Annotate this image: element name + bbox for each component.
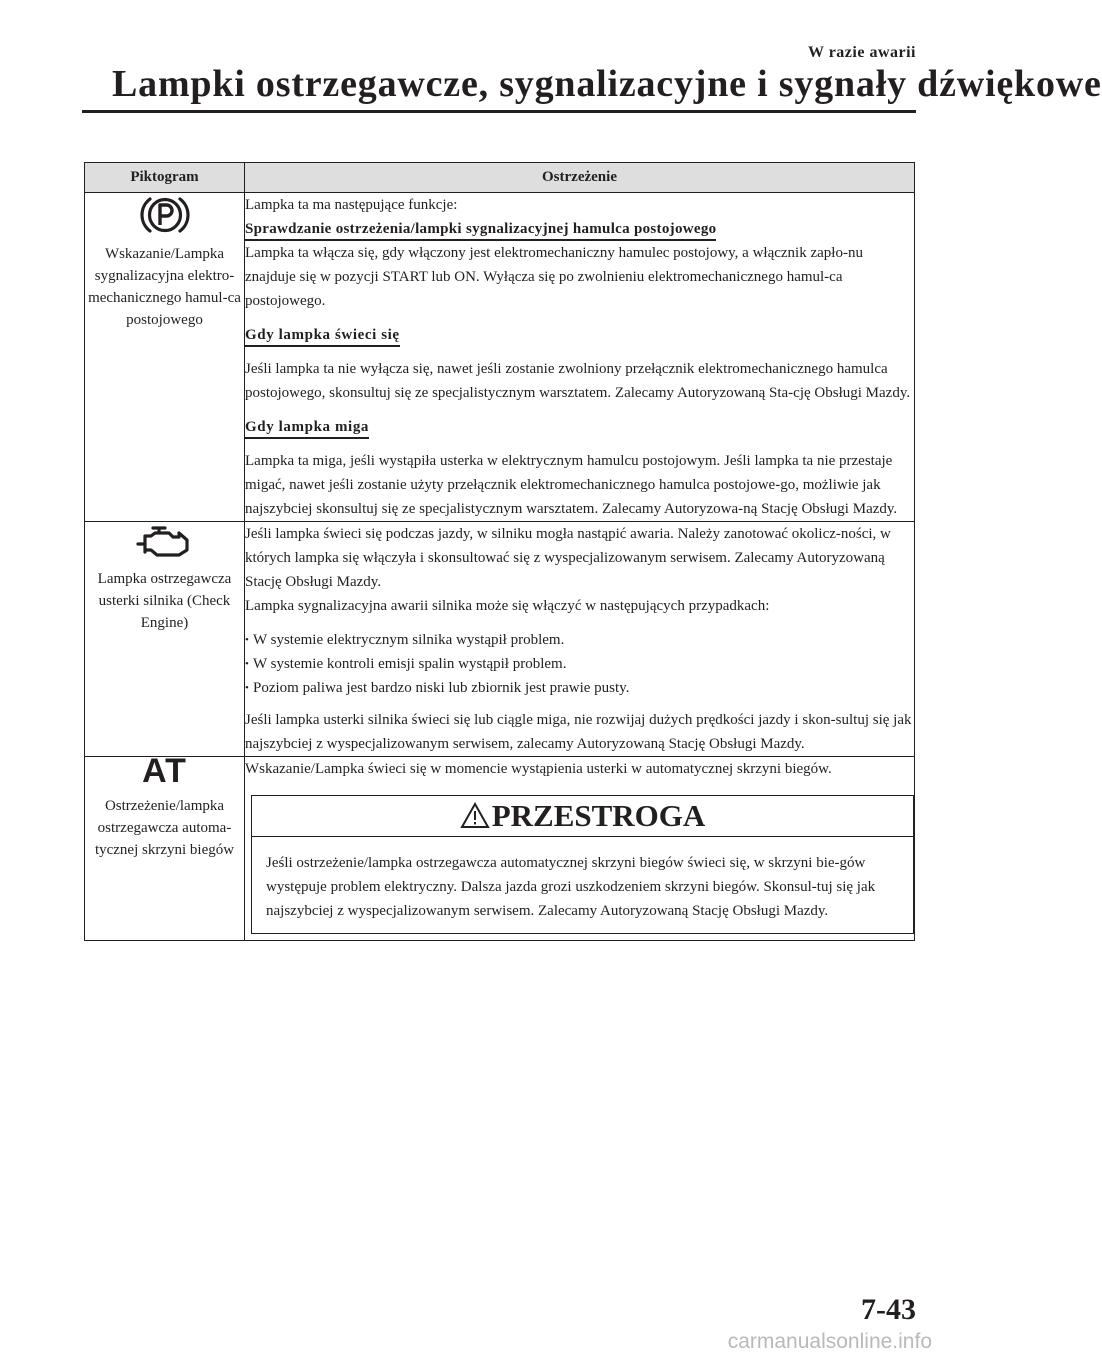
table-row — [85, 757, 915, 941]
list-item: • W systemie kontroli emisji spalin wystąpił problem. — [245, 652, 914, 676]
at-transmission-icon: AT — [142, 752, 187, 790]
paragraph: Jeśli lampka usterki silnika świeci się lub ciągle miga, nie rozwijaj dużych prędkości jazdy i skon-sultuj się jak najszybciej z wyspecjalizowanym serwisem, zalecamy Autoryzowaną Stację Obsługi Mazdy. — [245, 712, 912, 752]
pictogram-label: Wskazanie/Lampka sygnalizacyjna elektro-mechanicznego hamul-ca postojowego — [88, 246, 241, 328]
pictogram-label: Ostrzeżenie/lampka ostrzegawcza automa-tycznej skrzyni biegów — [94, 798, 235, 858]
pictogram-label: Lampka ostrzegawcza usterki silnika (Check Engine) — [97, 571, 232, 631]
table-row — [85, 193, 915, 522]
paragraph: Wskazanie/Lampka świeci się w momencie wystąpienia usterki w automatycznej skrzyni biegów. — [245, 761, 832, 777]
warning-cell — [245, 522, 915, 757]
list-item: • W systemie elektrycznym silnika wystąpił problem. — [245, 628, 914, 652]
watermark: carmanualsonline.info — [727, 1330, 932, 1353]
warning-cell — [245, 193, 915, 522]
caution-header — [252, 796, 913, 837]
section-name: W razie awarii — [807, 44, 916, 61]
col-header-pictogram: Piktogram — [85, 163, 245, 193]
subheading: Sprawdzanie ostrzeżenia/lampki sygnalizacyjnej hamulca postojowego — [245, 219, 716, 241]
page-title: Lampki ostrzegawcze, sygnalizacyjne i sygnały dźwiękowe — [112, 63, 1102, 105]
page-number: 7-43 — [861, 1293, 916, 1326]
check-engine-icon — [135, 522, 195, 562]
bullet-list — [245, 628, 914, 700]
warning-cell — [245, 757, 915, 941]
col-header-warning: Ostrzeżenie — [245, 163, 915, 193]
table-row — [85, 522, 915, 757]
table-header-row — [85, 163, 915, 193]
parking-brake-icon — [135, 193, 195, 237]
intro-text: Lampka ta ma następujące funkcje: — [245, 197, 458, 213]
title-rule — [82, 110, 916, 113]
list-item: • Poziom paliwa jest bardzo niski lub zbiornik jest prawie pusty. — [245, 676, 914, 700]
caution-box — [251, 795, 914, 934]
pictogram-cell — [85, 193, 245, 522]
warning-triangle-icon — [460, 802, 490, 829]
paragraph: Jeśli lampka ta nie wyłącza się, nawet jeśli zostanie zwolniony przełącznik elektromechanicznego hamulca postojowego, skonsultuj się ze specjalistycznym warsztatem. Zalecamy Autoryzowaną Sta-cję Obsługi Mazdy. — [245, 361, 911, 401]
paragraph: Lampka ta miga, jeśli wystąpiła usterka w elektrycznym hamulcu postojowym. Jeśli lampka ta nie przestaje migać, nawet jeśli zostanie użyty przełącznik elektromechanicznego hamulca postojowe-go, możliwie jak najszybciej skonsultuj się ze specjalistycznym warsztatem. Zalecamy Autoryzowa-ną Stację Obsługi Mazdy. — [245, 453, 898, 517]
caution-text: Jeśli ostrzeżenie/lampka ostrzegawcza automatycznej skrzyni biegów świeci się, w skrzyni bie-gów występuje problem elektryczny. Dalsza jazda grozi uszkodzeniem skrzyni biegów. Skonsul-tuj się jak najszybciej z wyspecjalizowanym serwisem. Zalecamy Autoryzowaną Stację Obsługi Mazdy. — [266, 855, 876, 919]
subheading: Gdy lampka świeci się — [245, 325, 400, 347]
pictogram-cell — [85, 522, 245, 757]
paragraph: Jeśli lampka świeci się podczas jazdy, w silniku mogła nastąpić awaria. Należy zanotować okolicz-ności, w których lampka się włączyła i skonsultować się z wyspecjalizowanym serwisem. Zalecamy Autoryzowaną Stację Obsługi Mazdy. — [245, 526, 891, 590]
pictogram-cell — [85, 752, 245, 941]
warning-lights-table — [84, 162, 915, 941]
subheading: Gdy lampka miga — [245, 417, 369, 439]
caution-title: PRZESTROGA — [491, 798, 706, 833]
paragraph: Lampka ta włącza się, gdy włączony jest elektromechaniczny hamulec postojowy, a włącznik zapło-nu znajduje się w pozycji START lub ON. Wyłącza się po zwolnieniu elektromechanicznego hamul-ca postojowego. — [245, 245, 863, 309]
paragraph: Lampka sygnalizacyjna awarii silnika może się włączyć w następujących przypadkach: — [245, 598, 770, 614]
